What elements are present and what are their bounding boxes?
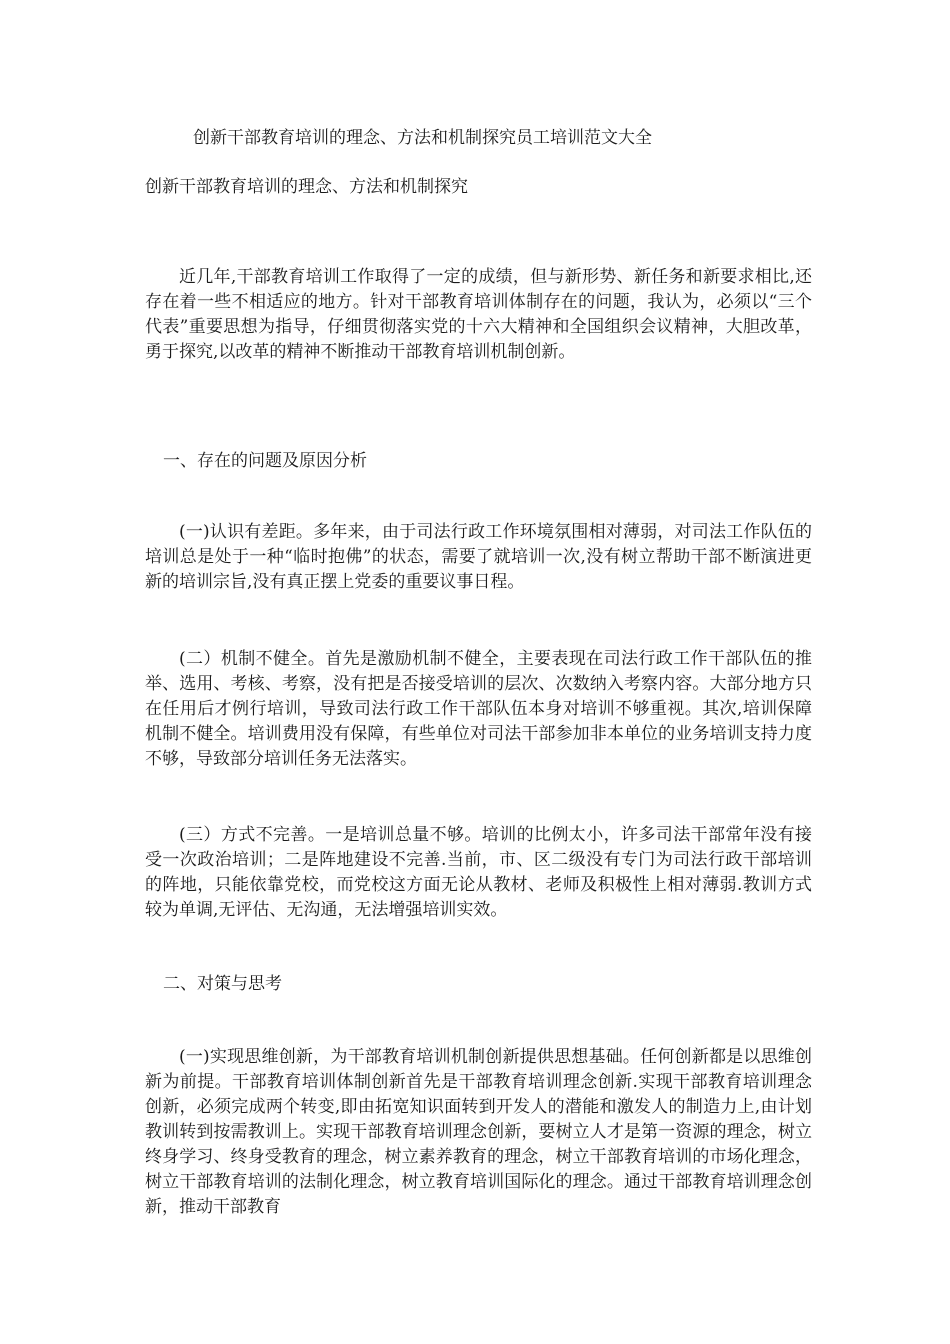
section-heading-1: 一、存在的问题及原因分析 xyxy=(163,451,367,471)
section1-paragraph-2: (二）机制不健全。首先是激励机制不健全，主要表现在司法行政工作干部队伍的推举、选用、考核、考察，没有把是否接受培训的层次、次数纳入考察内容。大部分地方只在任用后才例行培训，导致司法行政工作干部队伍本身对培训不够重视。其次,培训保障机制不健全。培训费用没有保障，有些单位对司法干部参加非本单位的业务培训支持力度不够，导致部分培训任务无法落实。 xyxy=(145,649,812,769)
document-subtitle: 创新干部教育培训的理念、方法和机制探究 xyxy=(145,177,468,197)
section1-paragraph-1: (一)认识有差距。多年来，由于司法行政工作环境氛围相对薄弱，对司法工作队伍的培训总是处于一种“临时抱佛”的状态，需要了就培训一次,没有树立帮助干部不断演进更新的培训宗旨,没有真正摆上党委的重要议事日程。 xyxy=(145,522,812,592)
section-heading-2: 二、对策与思考 xyxy=(163,974,282,994)
intro-paragraph: 近几年,干部教育培训工作取得了一定的成绩，但与新形势、新任务和新要求相比,还存在着一些不相适应的地方。针对干部教育培训体制存在的问题，我认为，必须以“三个代表”重要思想为指导，仔细贯彻落实党的十六大精神和全国组织会议精神，大胆改革，勇于探究,以改革的精神不断推动干部教育培训机制创新。 xyxy=(145,267,812,362)
section1-paragraph-3: (三）方式不完善。一是培训总量不够。培训的比例太小，许多司法干部常年没有接受一次政治培训；二是阵地建设不完善.当前，市、区二级没有专门为司法行政干部培训的阵地，只能依靠党校，而党校这方面无论从教材、老师及积极性上相对薄弱.教训方式较为单调,无评估、无沟通，无法增强培训实效。 xyxy=(145,825,812,920)
section2-paragraph-1: (一)实现思维创新，为干部教育培训机制创新提供思想基础。任何创新都是以思维创新为前提。干部教育培训体制创新首先是干部教育培训理念创新.实现干部教育培训理念创新，必须完成两个转变,即由拓宽知识面转到开发人的潜能和激发人的制造力上,由计划教训转到按需教训上。实现干部教育培训理念创新，要树立人才是第一资源的理念，树立终身学习、终身受教育的理念，树立素养教育的理念，树立干部教育培训的市场化理念，树立干部教育培训的法制化理念，树立教育培训国际化的理念。通过干部教育培训理念创新，推动干部教育 xyxy=(145,1047,812,1217)
document-title: 创新干部教育培训的理念、方法和机制探究员工培训范文大全 xyxy=(193,128,652,148)
